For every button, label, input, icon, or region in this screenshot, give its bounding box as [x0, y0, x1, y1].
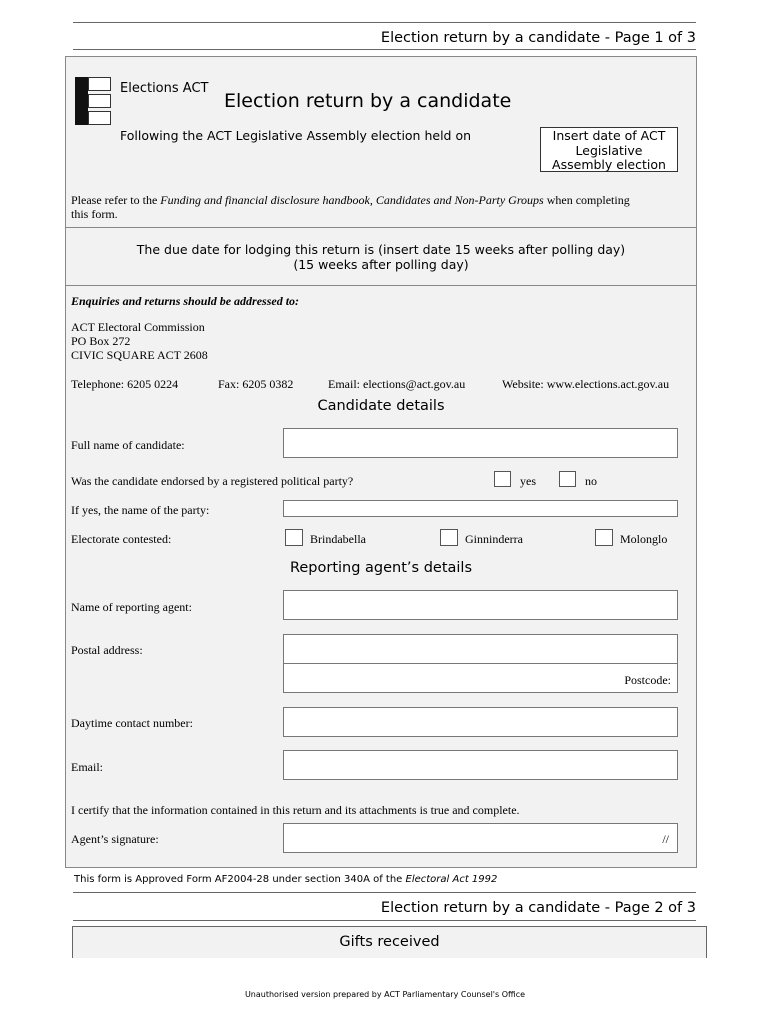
following-text: Following the ACT Legislative Assembly election held on — [120, 128, 472, 143]
date-marker: // — [662, 832, 669, 846]
party-name-field[interactable] — [283, 500, 678, 517]
form-title: Election return by a candidate — [224, 90, 512, 112]
signature-label: Agent’s signature: — [71, 832, 159, 846]
reporting-agent-heading: Reporting agent’s details — [289, 560, 473, 576]
endorsed-label: Was the candidate endorsed by a registered political party? — [71, 474, 354, 488]
enquiries-heading: Enquiries and returns should be addressed to: — [71, 294, 300, 308]
insert-date-line: Legislative — [575, 142, 643, 158]
act-title: Electoral Act 1992 — [405, 874, 498, 885]
refer-note: Please refer to the Funding and financial disclosure handbook, Candidates and Non-Party Groups when completing this form. — [71, 193, 630, 221]
postal-address-field[interactable] — [283, 634, 678, 664]
page2-header-rule — [73, 920, 696, 921]
insert-date-line: Insert date of ACT — [552, 128, 666, 143]
postal-address-label: Postal address: — [71, 643, 143, 657]
due-date-notice: The due date for lodging this return is (insert date 15 weeks after polling day) (15 weeks after polling day) — [136, 242, 626, 272]
contact-number-label: Daytime contact number: — [71, 716, 193, 730]
gifts-received-heading: Gifts received — [339, 934, 440, 950]
elections-act-logo — [75, 77, 113, 125]
agent-name-field[interactable] — [283, 590, 678, 620]
full-name-field[interactable] — [283, 428, 678, 458]
molonglo-label: Molonglo — [620, 532, 668, 546]
certify-statement: I certify that the information contained in this return and its attachments is true and complete. — [71, 803, 520, 817]
page-header: Election return by a candidate - Page 1 of 3 — [380, 30, 696, 46]
yes-label: yes — [520, 474, 536, 488]
postcode-label: Postcode: — [624, 673, 671, 687]
top-rule — [73, 22, 696, 23]
brindabella-checkbox[interactable] — [285, 529, 303, 546]
fax: Fax: 6205 0382 — [218, 377, 294, 391]
party-label: If yes, the name of the party: — [71, 503, 210, 517]
commission-address: ACT Electoral Commission PO Box 272 CIVIC SQUARE ACT 2608 — [71, 320, 208, 362]
email-label: Email: — [71, 760, 103, 774]
divider — [65, 285, 697, 286]
divider — [65, 227, 697, 228]
telephone: Telephone: 6205 0224 — [71, 377, 179, 391]
email-field[interactable] — [283, 750, 678, 780]
email-contact: Email: elections@act.gov.au — [328, 377, 466, 391]
unauthorised-version-note: Unauthorised version prepared by ACT Parliamentary Counsel's Office — [244, 990, 526, 999]
website: Website: www.elections.act.gov.au — [502, 377, 670, 391]
contact-number-field[interactable] — [283, 707, 678, 737]
header-rule — [73, 49, 696, 50]
no-checkbox[interactable] — [559, 471, 576, 487]
handbook-title: Funding and financial disclosure handbook, Candidates and Non-Party Groups — [160, 193, 544, 207]
insert-date-line: Assembly election — [552, 157, 666, 172]
ginninderra-label: Ginninderra — [465, 532, 523, 546]
form-frame — [65, 56, 697, 868]
full-name-label: Full name of candidate: — [71, 438, 185, 452]
candidate-details-heading: Candidate details — [317, 398, 445, 414]
signature-field[interactable] — [283, 823, 678, 853]
ginninderra-checkbox[interactable] — [440, 529, 458, 546]
approved-form-note: This form is Approved Form AF2004-28 under section 340A of the Electoral Act 1992 — [74, 874, 498, 885]
election-date-field[interactable] — [540, 127, 678, 172]
electorate-label: Electorate contested: — [71, 532, 172, 546]
brindabella-label: Brindabella — [310, 532, 366, 546]
molonglo-checkbox[interactable] — [595, 529, 613, 546]
postcode-field[interactable] — [283, 663, 678, 693]
page2-top-rule — [73, 892, 696, 893]
no-label: no — [585, 474, 597, 488]
page2-header: Election return by a candidate - Page 2 of 3 — [380, 900, 696, 916]
yes-checkbox[interactable] — [494, 471, 511, 487]
logo-text: Elections ACT — [120, 81, 209, 96]
agent-name-label: Name of reporting agent: — [71, 600, 192, 614]
